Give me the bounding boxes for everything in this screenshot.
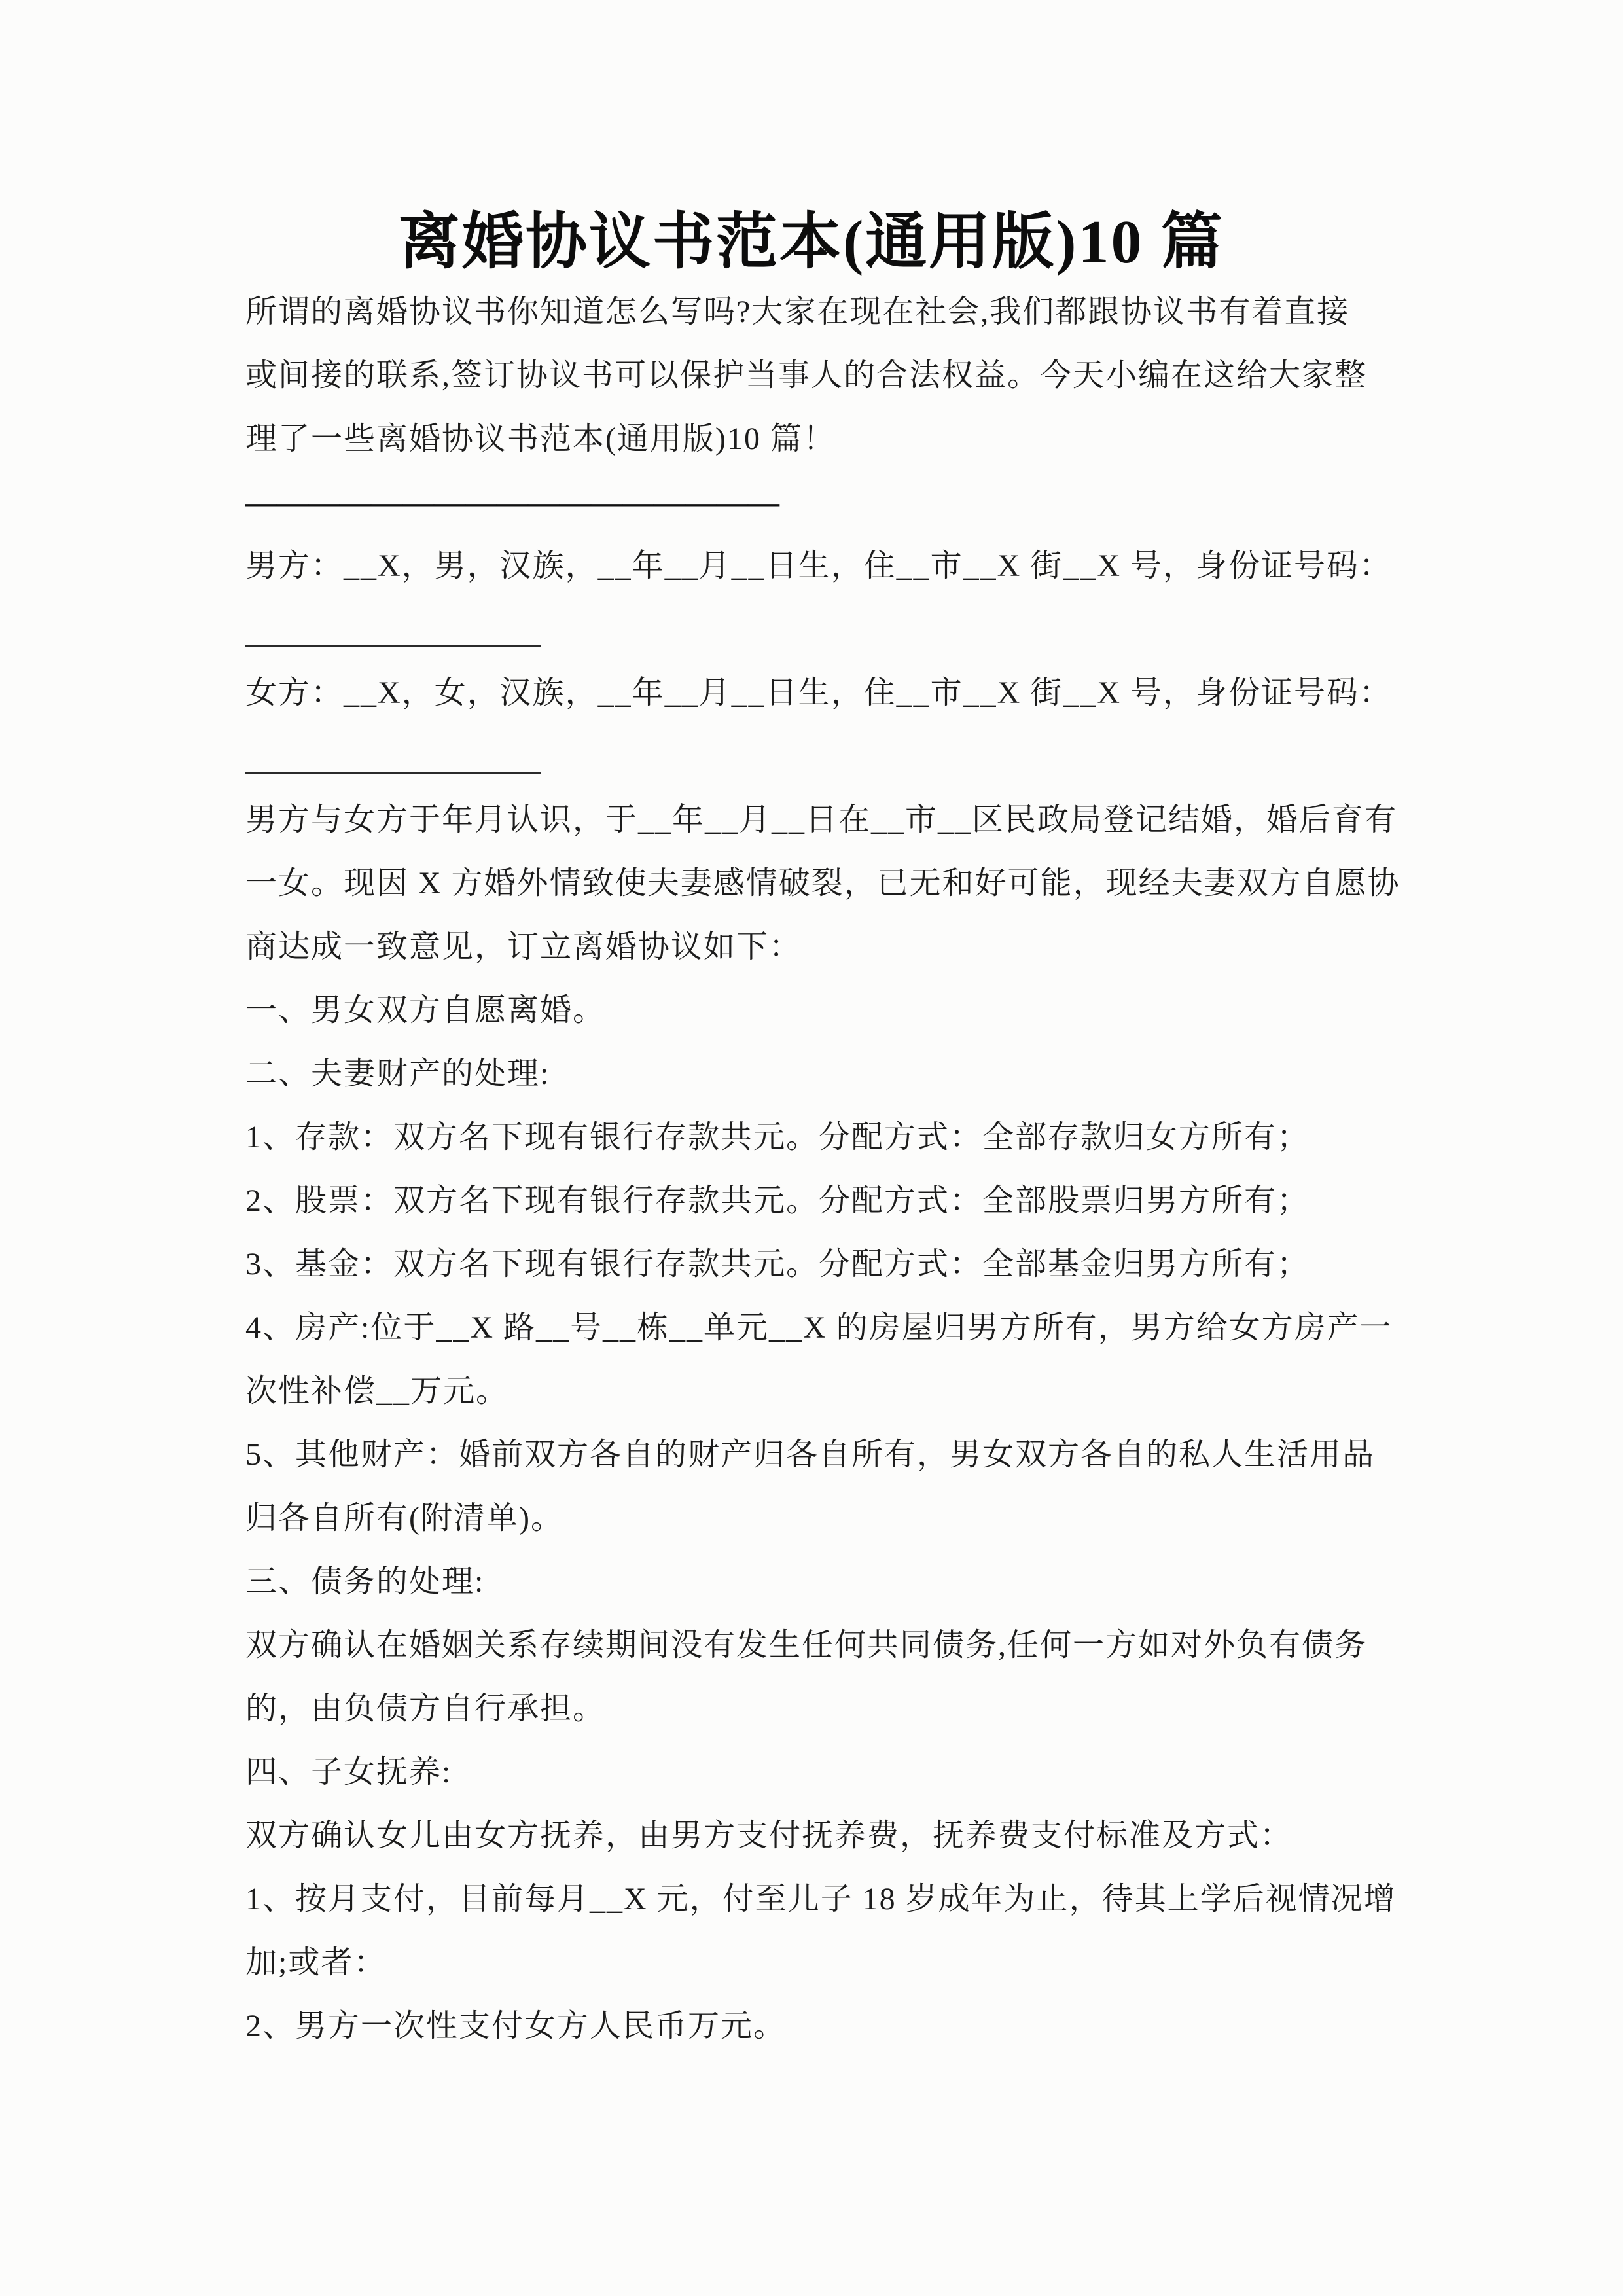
recital-line-2: 一女。现因 X 方婚外情致使夫妻感情破裂，已无和好可能，现经夫妻双方自愿协: [245, 866, 1400, 901]
blank-underline: [245, 607, 541, 647]
dash-divider-line: —————————————————: [245, 485, 779, 520]
female-party-line: 女方：__X，女，汉族，__年__月__日生，住__市__X 街__X 号，身份证号码：: [245, 675, 1392, 710]
section-2-item-5-line-2: 归各自所有(附清单)。: [245, 1501, 563, 1535]
section-2-heading: 二、夫妻财产的处理:: [245, 1056, 550, 1091]
blank-underline: [245, 734, 541, 774]
section-3-line-1: 双方确认在婚姻关系存续期间没有发生任何共同债务,任何一方如对外负有债务: [245, 1628, 1368, 1662]
male-id-blank-line: [245, 598, 1417, 661]
male-party-line: 男方：__X，男，汉族，__年__月__日生，住__市__X 街__X 号，身份证号码：: [245, 548, 1392, 583]
section-2-item-2: 2、股票：双方名下现有银行存款共元。分配方式：全部股票归男方所有；: [245, 1183, 1310, 1218]
section-4-item-2: 2、男方一次性支付女方人民币万元。: [245, 2009, 787, 2043]
section-2-item-5-line-1: 5、其他财产：婚前双方各自的财产归各自所有，男女双方各自的私人生活用品: [245, 1437, 1376, 1472]
female-id-blank-line: [245, 725, 1417, 788]
section-3-line-2: 的，由负债方自行承担。: [245, 1691, 606, 1726]
intro-line-2: 或间接的联系,签订协议书可以保护当事人的合法权益。今天小编在这给大家整: [245, 358, 1368, 393]
section-2-item-4-line-2: 次性补偿__万元。: [245, 1374, 509, 1408]
recital-line-1: 男方与女方于年月认识，于__年__月__日在__市__区民政局登记结婚，婚后育有: [245, 802, 1398, 837]
section-4-item-1-line-1: 1、按月支付，目前每月__X 元，付至儿子 18 岁成年为止，待其上学后视情况增: [245, 1882, 1397, 1916]
section-2-item-1: 1、存款：双方名下现有银行存款共元。分配方式：全部存款归女方所有；: [245, 1120, 1310, 1155]
section-2-item-3: 3、基金：双方名下现有银行存款共元。分配方式：全部基金归男方所有；: [245, 1247, 1310, 1282]
section-4-item-1-line-2: 加;或者：: [245, 1945, 387, 1980]
section-4-heading: 四、子女抚养:: [245, 1755, 452, 1789]
page-title: 离婚协议书范本(通用版)10 篇: [398, 208, 1225, 276]
recital-line-3: 商达成一致意见，订立离婚协议如下：: [245, 929, 802, 964]
document-body: [245, 280, 1417, 2058]
section-divider: [245, 471, 1417, 534]
intro-line-3: 理了一些离婚协议书范本(通用版)10 篇！: [245, 422, 836, 456]
section-3-heading: 三、债务的处理:: [245, 1564, 485, 1599]
section-1: 一、男女双方自愿离婚。: [245, 993, 606, 1028]
section-2-item-4-line-1: 4、房产:位于__X 路__号__栋__单元__X 的房屋归男方所有，男方给女方房产一: [245, 1310, 1393, 1345]
intro-line-1: 所谓的离婚协议书你知道怎么写吗?大家在现在社会,我们都跟协议书有着直接: [245, 295, 1350, 329]
section-4-intro: 双方确认女儿由女方抚养，由男方支付抚养费，抚养费支付标准及方式：: [245, 1818, 1293, 1853]
